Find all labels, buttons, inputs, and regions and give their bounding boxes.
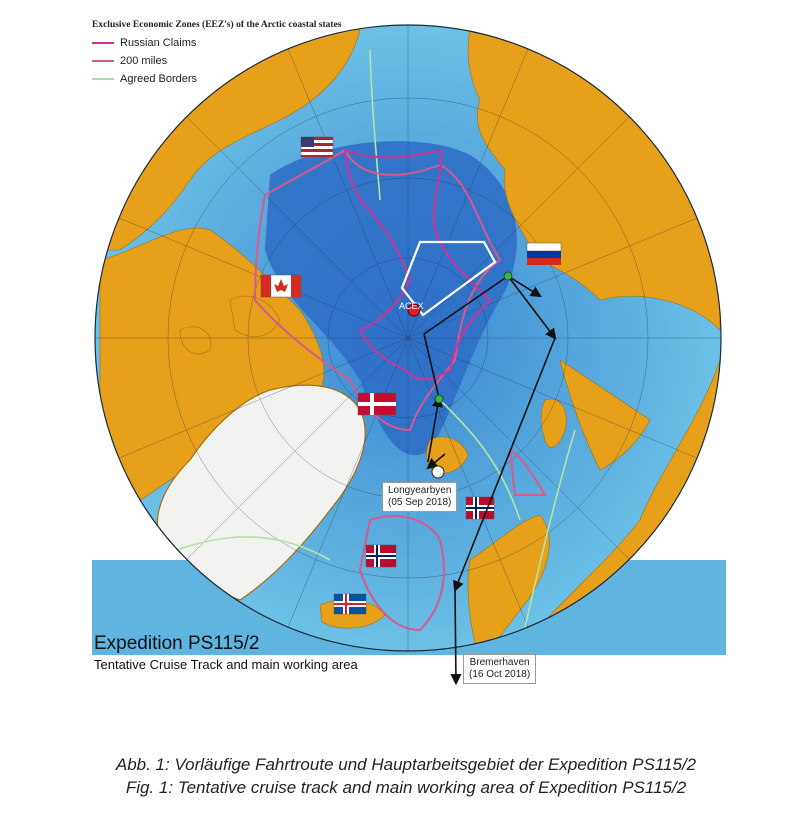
waypoint-marker-2 — [504, 272, 512, 280]
expedition-subtitle: Tentative Cruise Track and main working area — [94, 657, 358, 672]
expedition-name: Expedition PS115/2 — [94, 633, 260, 654]
bremerhaven-name: Bremerhaven — [469, 657, 530, 668]
legend-item-agreed-borders — [92, 70, 341, 88]
flag-canada — [261, 275, 301, 297]
legend-swatch — [92, 60, 114, 62]
longyearbyen-name: Longyearbyen — [388, 485, 452, 496]
flag-norway-2 — [366, 545, 396, 567]
legend-label: 200 miles — [120, 55, 168, 67]
flag-usa — [301, 137, 333, 157]
legend-label: Russian Claims — [120, 37, 197, 49]
legend-item-russian-claims — [92, 34, 341, 52]
graticule — [95, 25, 721, 651]
legend-swatch — [92, 42, 114, 44]
legend — [92, 20, 341, 88]
legend-swatch — [92, 78, 114, 80]
caption-english: Fig. 1: Tentative cruise track and main working area of Expedition PS115/2 — [125, 778, 687, 797]
expedition-title-block — [94, 633, 358, 672]
caption-german: Abb. 1: Vorläufige Fahrtroute und Hauptarbeitsgebiet der Expedition PS115/2 — [115, 755, 697, 774]
flag-denmark — [358, 393, 396, 415]
flag-russia — [527, 243, 561, 265]
legend-label: Agreed Borders — [120, 73, 198, 85]
flag-iceland — [334, 594, 366, 614]
longyearbyen-label — [382, 482, 457, 512]
bremerhaven-label — [463, 654, 536, 684]
legend-item-200-miles — [92, 52, 341, 70]
bremerhaven-date: (16 Oct 2018) — [469, 669, 531, 680]
acex-label: ACEX — [399, 301, 424, 311]
waypoint-marker-1 — [435, 395, 443, 403]
legend-title: Exclusive Economic Zones (EEZ's) of the Arctic coastal states — [92, 20, 342, 30]
figure-captions — [0, 753, 812, 799]
longyearbyen-date: (05 Sep 2018) — [388, 497, 452, 508]
longyearbyen-marker — [432, 466, 444, 478]
